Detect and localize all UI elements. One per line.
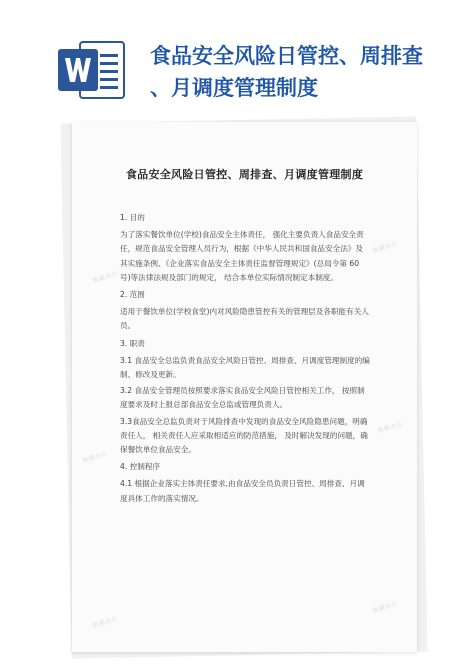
section-body-purpose: 为了落实餐饮单位(学校)食品安全主体责任， 强化主要负责人食品安全责任，规范食品安全管理人员行为，根据《中华人民共和国食品安全法》及其实施条例、《企业落实食品安全主体责任监督管理规定》(总局令第 60 号)等法律法规及部门的规定， 结合本单位实际情况制定本制度。 — [120, 230, 364, 282]
section-body-scope: 适用于餐饮单位(学校食堂)内对风险隐患管控有关的管理层及各职能有关人员。 — [120, 307, 369, 331]
document-header — [0, 0, 474, 125]
section-heading-procedure: 4. 控制程序 — [120, 462, 161, 472]
section-heading-duties: 3. 职责 — [120, 338, 145, 348]
duty-item: 3.3食品安全总监负责对于风险排查中发现的食品安全风险隐患问题，明确责任人， 相关责任人应采取相适应的防范措施， 及时解决发现的问题，确保餐饮单位食品安全。 — [120, 416, 368, 455]
watermark: 熊猫办公 — [91, 270, 119, 285]
page-title: 食品安全风险日管控、周排查、月调度管理制度 — [125, 168, 364, 181]
watermark: 熊猫办公 — [81, 450, 109, 465]
duty-item: 3.2 食品安全管理员按照要求落实食品安全风险日管控相关工作， 按照制度要求及时上报总部食品安全总监或管理负责人。 — [120, 386, 365, 410]
duty-item: 3.1 食品安全总监负责食品安全风险日管控、周排查、月调度管理制度的编制、修改及更新。 — [120, 355, 370, 380]
page-content — [120, 208, 370, 508]
watermark: 熊猫办公 — [371, 600, 399, 615]
document-title-line2: 、月调度管理制度 — [150, 76, 318, 100]
document-page — [72, 122, 417, 652]
word-document-icon — [58, 40, 126, 100]
document-title-line1: 食品安全风险日管控、周排查 — [150, 44, 423, 68]
watermark: 熊猫办公 — [371, 240, 399, 255]
watermark: 熊猫办公 — [376, 420, 404, 435]
watermark: 熊猫办公 — [91, 615, 119, 630]
procedure-item: 4.1 根据企业落实主体责任要求,由食品安全员负责日管控、周排查、月调度具体工作的落实情况。 — [120, 479, 365, 503]
document-title — [150, 40, 450, 104]
section-heading-purpose: 1. 目的 — [120, 213, 145, 222]
section-heading-scope: 2. 范围 — [120, 290, 145, 300]
